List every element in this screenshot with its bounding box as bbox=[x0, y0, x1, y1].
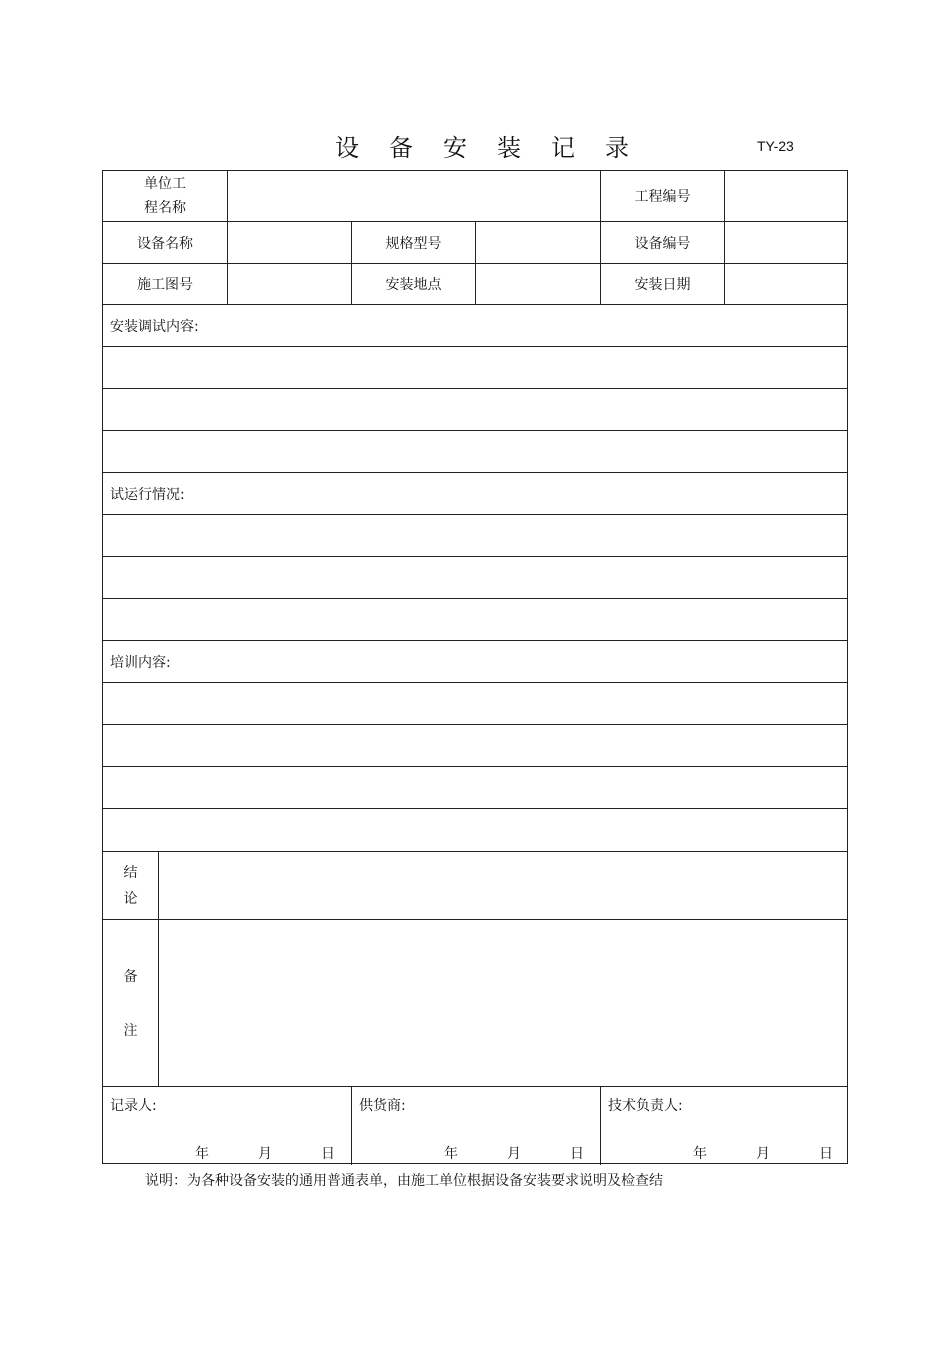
label-drawing-no: 施工图号 bbox=[103, 264, 228, 304]
date-month: 月 bbox=[258, 1146, 272, 1162]
signature-label: 记录人: bbox=[110, 1098, 157, 1114]
label-install-location: 安装地点 bbox=[352, 264, 476, 304]
label-text: 单位工 bbox=[144, 176, 186, 192]
signature-date bbox=[693, 1143, 833, 1163]
label-remarks bbox=[103, 920, 159, 1086]
label-char: 论 bbox=[123, 890, 138, 907]
label-spec-model: 规格型号 bbox=[352, 222, 476, 263]
title-char: 备 bbox=[389, 134, 413, 162]
signature-label: 供货商: bbox=[359, 1098, 406, 1114]
field-install-date[interactable] bbox=[725, 264, 849, 304]
row-equip bbox=[103, 222, 847, 264]
date-year: 年 bbox=[444, 1146, 458, 1162]
signature-supplier[interactable] bbox=[352, 1087, 601, 1165]
label-install-date: 安装日期 bbox=[601, 264, 725, 304]
form-code: TY-23 bbox=[757, 138, 794, 154]
section-label: 安装调试内容: bbox=[110, 318, 199, 335]
signature-date bbox=[444, 1143, 584, 1163]
field-remarks[interactable] bbox=[159, 920, 849, 1086]
install-record-form bbox=[102, 170, 848, 1164]
title-char: 录 bbox=[605, 134, 629, 162]
field-project-no[interactable] bbox=[725, 171, 849, 221]
row-remarks bbox=[103, 920, 847, 1087]
section-debug bbox=[103, 305, 847, 347]
section-training bbox=[103, 641, 847, 683]
row-unit bbox=[103, 171, 847, 222]
blank-line[interactable] bbox=[103, 515, 847, 557]
label-project-no: 工程编号 bbox=[601, 171, 725, 221]
row-drawing bbox=[103, 264, 847, 305]
blank-line[interactable] bbox=[103, 557, 847, 599]
label-equip-name: 设备名称 bbox=[103, 222, 228, 263]
title-char: 记 bbox=[551, 134, 575, 162]
field-equip-name[interactable] bbox=[228, 222, 352, 263]
field-install-location[interactable] bbox=[476, 264, 601, 304]
blank-line[interactable] bbox=[103, 725, 847, 767]
label-char: 结 bbox=[123, 864, 138, 881]
blank-line[interactable] bbox=[103, 431, 847, 473]
title-char: 安 bbox=[443, 134, 467, 162]
signature-tech-lead[interactable] bbox=[601, 1087, 849, 1165]
label-text: 程名称 bbox=[144, 200, 186, 216]
blank-line[interactable] bbox=[103, 347, 847, 389]
field-equip-no[interactable] bbox=[725, 222, 849, 263]
date-month: 月 bbox=[756, 1146, 770, 1162]
section-label: 培训内容: bbox=[110, 654, 171, 671]
field-drawing-no[interactable] bbox=[228, 264, 352, 304]
blank-line[interactable] bbox=[103, 683, 847, 725]
field-conclusion[interactable] bbox=[159, 852, 849, 919]
signature-label: 技术负责人: bbox=[608, 1098, 683, 1114]
row-conclusion bbox=[103, 852, 847, 920]
date-day: 日 bbox=[321, 1146, 335, 1162]
footnote: 说明：为各种设备安装的通用普通表单，由施工单位根据设备安装要求说明及检查结 bbox=[145, 1173, 663, 1189]
date-month: 月 bbox=[507, 1146, 521, 1162]
blank-line[interactable] bbox=[103, 767, 847, 809]
field-unit-name[interactable] bbox=[228, 171, 601, 221]
date-day: 日 bbox=[570, 1146, 584, 1162]
label-equip-no: 设备编号 bbox=[601, 222, 725, 263]
label-char: 备 bbox=[123, 969, 138, 985]
title-char: 装 bbox=[497, 134, 521, 162]
blank-line[interactable] bbox=[103, 809, 847, 852]
title-char: 设 bbox=[335, 134, 359, 162]
section-label: 试运行情况: bbox=[110, 486, 185, 503]
label-conclusion bbox=[103, 852, 159, 919]
row-signatures bbox=[103, 1087, 847, 1165]
signature-date bbox=[195, 1143, 335, 1163]
label-unit-name bbox=[103, 171, 228, 221]
date-year: 年 bbox=[693, 1146, 707, 1162]
section-trial bbox=[103, 473, 847, 515]
date-day: 日 bbox=[819, 1146, 833, 1162]
form-title bbox=[335, 128, 659, 163]
blank-line[interactable] bbox=[103, 599, 847, 641]
field-spec-model[interactable] bbox=[476, 222, 601, 263]
date-year: 年 bbox=[195, 1146, 209, 1162]
signature-recorder[interactable] bbox=[103, 1087, 352, 1165]
blank-line[interactable] bbox=[103, 389, 847, 431]
label-char: 注 bbox=[123, 1023, 138, 1039]
